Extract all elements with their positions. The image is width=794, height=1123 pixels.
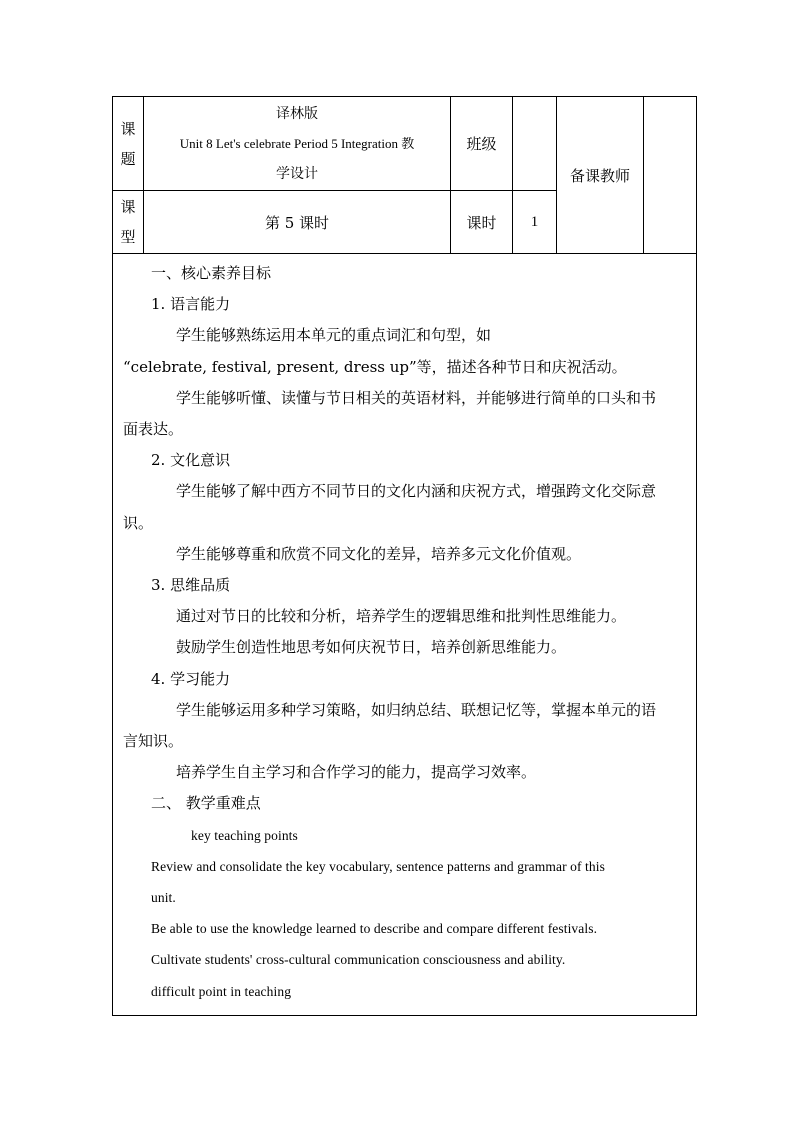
class-value[interactable] <box>513 97 557 191</box>
paragraph-4-1-line-1: 学生能够运用多种学习策略，如归纳总结、联想记忆等，掌握本单元的语 <box>176 700 657 719</box>
teacher-value[interactable] <box>644 97 697 254</box>
paragraph-4-2: 培养学生自主学习和合作学习的能力，提高学习效率。 <box>176 763 537 782</box>
paragraph-1-2-line-1: 学生能够听懂、读懂与节日相关的英语材料，并能够进行简单的口头和书 <box>176 388 657 407</box>
type-label-cell <box>113 191 144 254</box>
subsection-2-heading: 2. 文化意识 <box>151 451 231 470</box>
subsection-3-heading: 3. 思维品质 <box>151 576 231 595</box>
paragraph-3-2: 鼓励学生创造性地思考如何庆祝节日，培养创新思维能力。 <box>176 638 567 657</box>
paragraph-4-1-line-2: 言知识。 <box>123 732 184 751</box>
type-label-char-2: 型 <box>120 228 136 246</box>
lesson-plan-table <box>112 96 697 1016</box>
subsection-1-heading: 1. 语言能力 <box>151 295 231 314</box>
paragraph-1-1-line-2: “celebrate, festival, present, dress up”等，描述各种节日和庆祝活动。 <box>123 357 627 376</box>
section-2-heading: 二、 教学重难点 <box>151 794 261 813</box>
difficult-point-label: difficult point in teaching <box>151 983 292 999</box>
lesson-title-line-3: 学设计 <box>276 165 318 182</box>
lesson-title-cell <box>144 97 451 191</box>
key-point-2: Be able to use the knowledge learned to describe and compare different festivals. <box>151 921 598 937</box>
paragraph-1-1-line-1: 学生能够熟练运用本单元的重点词汇和句型，如 <box>176 326 492 345</box>
section-1-heading: 一、核心素养目标 <box>151 264 272 282</box>
teacher-label: 备课教师 <box>557 97 644 254</box>
subsection-4-heading: 4. 学习能力 <box>151 669 231 688</box>
paragraph-2-1-line-2: 识。 <box>123 513 154 532</box>
class-label: 班级 <box>451 97 513 191</box>
key-point-1-line-2: unit. <box>151 890 176 906</box>
paragraph-3-1: 通过对节日的比较和分析，培养学生的逻辑思维和批判性思维能力。 <box>176 607 627 626</box>
hours-label: 课时 <box>451 191 513 254</box>
lesson-title-line-2: Unit 8 Let's celebrate Period 5 Integration 教 <box>179 135 415 151</box>
lesson-type: 第 5 课时 <box>144 191 451 254</box>
key-points-label: key teaching points <box>191 827 298 843</box>
hours-value: 1 <box>513 191 557 254</box>
content-cell <box>113 254 697 1016</box>
content-row <box>113 254 697 1016</box>
type-label-char-1: 课 <box>120 198 136 216</box>
key-point-1-line-1: Review and consolidate the key vocabulary, sentence patterns and grammar of this <box>151 858 605 874</box>
paragraph-1-2-line-2: 面表达。 <box>123 420 184 439</box>
lesson-title-line-1: 译林版 <box>276 105 318 122</box>
header-row-1 <box>113 97 697 191</box>
topic-label-char-2: 题 <box>120 149 136 168</box>
paragraph-2-1-line-1: 学生能够了解中西方不同节日的文化内涵和庆祝方式，增强跨文化交际意 <box>176 482 657 501</box>
topic-label-char-1: 课 <box>120 119 136 138</box>
key-point-3: Cultivate students' cross-cultural communication consciousness and ability. <box>151 952 566 968</box>
paragraph-2-2: 学生能够尊重和欣赏不同文化的差异，培养多元文化价值观。 <box>176 544 582 563</box>
topic-label-cell <box>113 97 144 191</box>
